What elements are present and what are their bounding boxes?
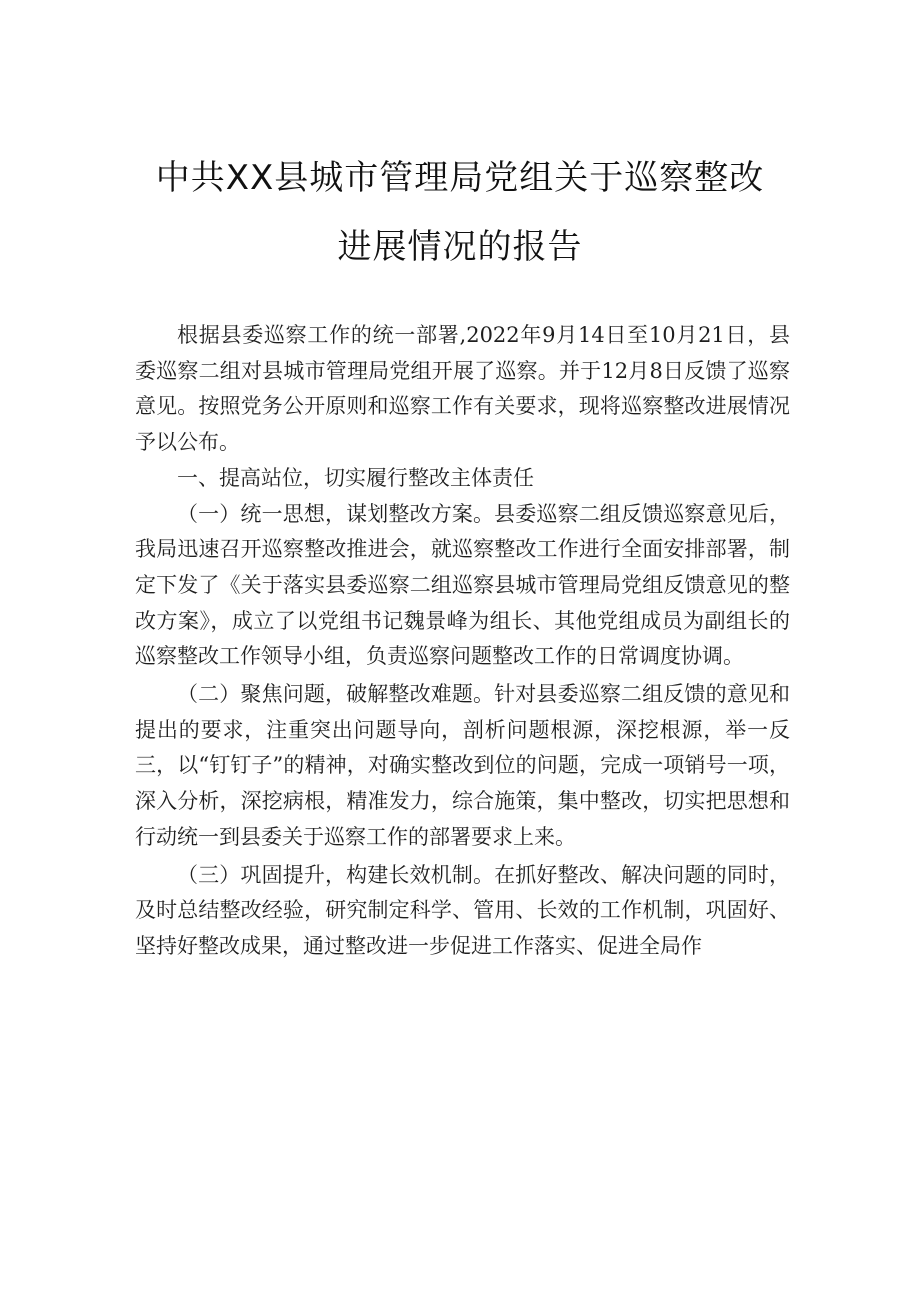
body-paragraph: （一）统一思想，谋划整改方案。县委巡察二组反馈巡察意见后，我局迅速召开巡察整改推进会，就巡察整改工作进行全面安排部署，制定下发了《关于落实县委巡察二组巡察县城市管理局党组反馈意见的整改方案》，成立了以党组书记魏景峰为组长、其他党组成员为副组长的巡察整改工作领导小组，负责巡察问题整改工作的日常调度协调。 bbox=[135, 501, 790, 669]
body-paragraph: （三）巩固提升，构建长效机制。在抓好整改、解决问题的同时，及时总结整改经验，研究制定科学、管用、长效的工作机制，巩固好、坚持好整改成果，通过整改进一步促进工作落实、促进全局作 bbox=[135, 862, 790, 958]
document-body bbox=[135, 318, 790, 965]
section-heading: 一、提高站位，切实履行整改主体责任 bbox=[177, 465, 534, 490]
body-paragraph: （二）聚焦问题，破解整改难题。针对县委巡察二组反馈的意见和提出的要求，注重突出问题导向，剖析问题根源，深挖根源，举一反三，以“钉钉子”的精神，对确实整改到位的问题，完成一项销号一项，深入分析，深挖病根，精准发力，综合施策，集中整改，切实把思想和行动统一到县委关于巡察工作的部署要求上来。 bbox=[135, 682, 790, 849]
document-title-line-1: 中共XX县城市管理局党组关于巡察整改 bbox=[155, 158, 765, 198]
intro-paragraph: 根据县委巡察工作的统一部署,2022年9月14日至10月21日，县委巡察二组对县城市管理局党组开展了巡察。并于12月8日反馈了巡察意见。按照党务公开原则和巡察工作有关要求，现将巡察整改进展情况予以公布。 bbox=[135, 323, 790, 455]
document-title-line-2: 进展情况的报告 bbox=[337, 227, 583, 267]
